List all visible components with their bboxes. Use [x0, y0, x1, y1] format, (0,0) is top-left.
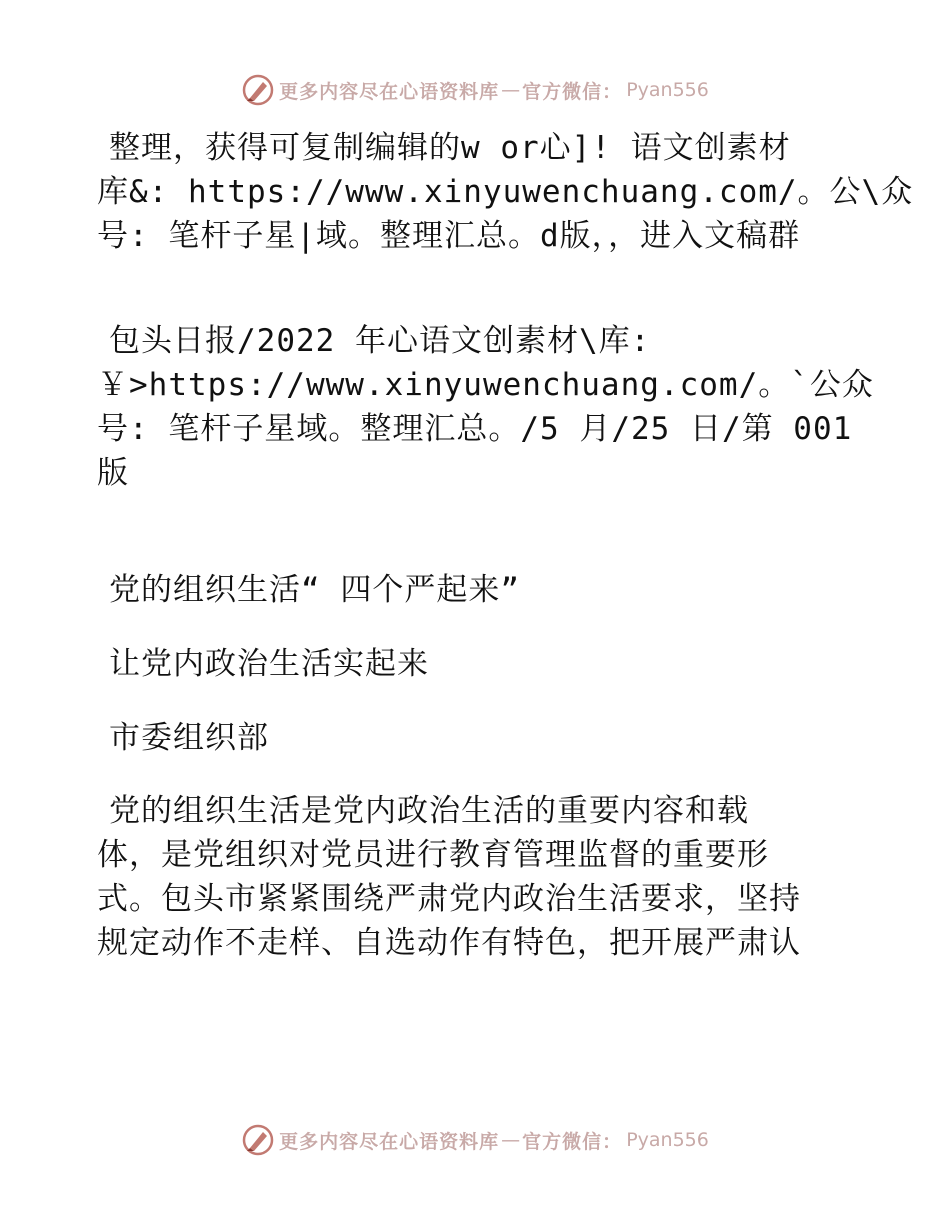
- banner-wechat-id: Pyan556: [626, 1129, 709, 1151]
- text-line: 党的组织生活是党内政治生活的重要内容和载: [109, 793, 749, 829]
- text-line: 市委组织部: [109, 720, 269, 756]
- paragraph-2: [97, 319, 874, 495]
- article-subheadline: [97, 642, 867, 686]
- text-line: 党的组织生活“ 四个严起来”: [109, 572, 520, 608]
- banner-wechat-label: 官方微信：: [522, 80, 623, 103]
- article-headline: [97, 568, 867, 612]
- text-line: 让党内政治生活实起来: [109, 646, 429, 682]
- footer-watermark-banner: [0, 1120, 950, 1160]
- banner-dash: —: [501, 1129, 521, 1151]
- paragraph-body: [97, 789, 867, 965]
- banner-dash: —: [501, 79, 521, 101]
- header-watermark-banner: [0, 70, 950, 110]
- banner-text: 更多内容尽在心语资料库: [279, 1130, 500, 1153]
- pen-nib-logo-icon: [241, 1123, 275, 1157]
- banner-wechat-id: Pyan556: [626, 79, 709, 101]
- paragraph-1: [97, 126, 914, 258]
- article-author: [97, 716, 867, 760]
- text-line: 规定动作不走样、自选动作有特色，把开展严肃认: [97, 925, 801, 961]
- text-line: 库&: https://www.xinyuwenchuang.com/。公\众: [97, 174, 914, 210]
- text-line: 号: 笔杆子星|域。整理汇总。d版，，进入文稿群: [97, 218, 801, 254]
- pen-nib-logo-icon: [241, 73, 275, 107]
- text-line: 包头日报/2022 年心语文创素材\库:: [109, 323, 651, 359]
- text-line: 号: 笔杆子星域。整理汇总。/5 月/25 日/第 001: [97, 411, 853, 447]
- text-line: 体，是党组织对党员进行教育管理监督的重要形: [97, 837, 769, 873]
- text-line: 版: [97, 455, 129, 491]
- text-line: 式。包头市紧紧围绕严肃党内政治生活要求，坚持: [97, 881, 801, 917]
- banner-text: 更多内容尽在心语资料库: [279, 80, 500, 103]
- text-line: 整理，获得可复制编辑的w or心]! 语文创素材: [109, 130, 791, 166]
- banner-wechat-label: 官方微信：: [522, 1130, 623, 1153]
- text-line: ￥>https://www.xinyuwenchuang.com/。`公众: [97, 367, 874, 403]
